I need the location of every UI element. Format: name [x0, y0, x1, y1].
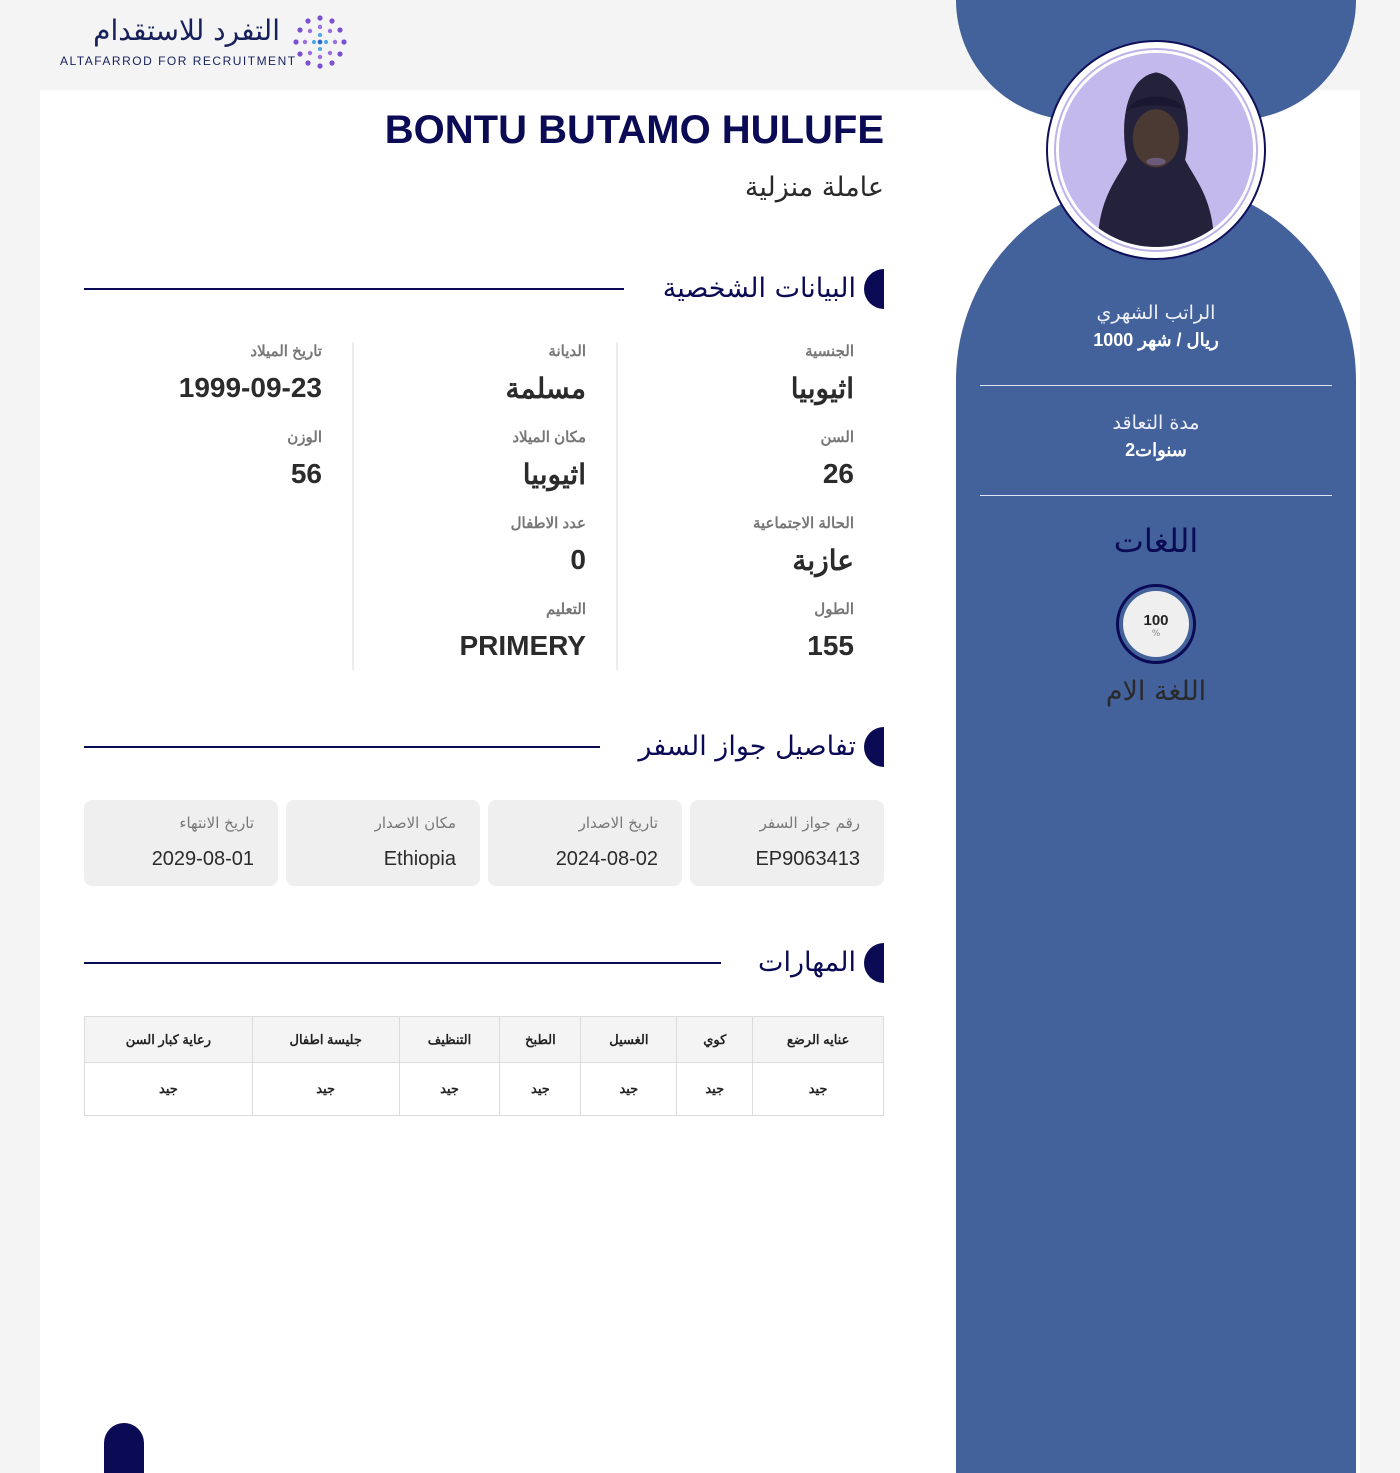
- skill-header: رعاية كبار السن: [85, 1017, 253, 1063]
- contract-value: 2سنوات: [1125, 440, 1187, 460]
- card-value: 2029-08-01: [151, 848, 254, 870]
- passport-card-issue-place: [286, 800, 480, 886]
- field-birthdate: [86, 342, 322, 404]
- section-skills-header: [84, 943, 884, 983]
- field-education: [350, 600, 586, 662]
- personal-column-3: [86, 342, 352, 670]
- personal-column-1: [618, 342, 884, 670]
- field-label: الحالة الاجتماعية: [752, 515, 854, 532]
- skill-level: جيد: [581, 1063, 677, 1116]
- skill-header: الغسيل: [581, 1017, 677, 1063]
- skill-header: جليسة اطفال: [252, 1017, 399, 1063]
- section-title: تفاصيل جواز السفر: [638, 731, 856, 762]
- card-label: تاريخ الانتهاء: [179, 814, 254, 832]
- skill-level: جيد: [85, 1063, 253, 1116]
- section-personal-header: [84, 269, 884, 309]
- salary-label: الراتب الشهري: [1096, 302, 1216, 324]
- sidebar: [956, 0, 1356, 1473]
- salary-block: [980, 302, 1332, 351]
- section-tab-marker: [864, 943, 884, 983]
- field-label: الطول: [814, 601, 854, 618]
- person-portrait-icon: [1059, 53, 1253, 247]
- skills-table: [84, 1016, 884, 1116]
- section-divider-line: [84, 746, 600, 748]
- section-tab-marker: [864, 727, 884, 767]
- field-value: اثيوبيا: [790, 373, 854, 404]
- field-value: 56: [290, 458, 322, 489]
- section-divider-line: [84, 288, 624, 290]
- section-title: المهارات: [758, 947, 856, 978]
- card-value: 2024-08-02: [555, 848, 658, 870]
- field-value: 1999-09-23: [178, 372, 322, 403]
- skill-level: جيد: [252, 1063, 399, 1116]
- sidebar-divider: [980, 495, 1332, 496]
- field-label: الديانة: [548, 343, 586, 360]
- field-age: [618, 428, 854, 490]
- languages-title: اللغات: [1113, 522, 1199, 560]
- skill-header: التنظيف: [399, 1017, 500, 1063]
- field-value: مسلمة: [505, 373, 586, 404]
- candidate-photo-frame: [1046, 40, 1266, 260]
- field-children: [350, 514, 586, 576]
- skills-header-row: [85, 1017, 884, 1063]
- field-value: 0: [570, 544, 586, 575]
- passport-card-number: [690, 800, 884, 886]
- candidate-name: BONTU BUTAMO HULUFE: [384, 108, 884, 152]
- field-value: PRIMERY: [459, 630, 586, 661]
- language-progress-ring: [1116, 584, 1196, 664]
- skill-level: جيد: [753, 1063, 884, 1116]
- logo-mark-icon: [292, 14, 348, 70]
- cv-page: [40, 0, 1360, 1473]
- field-label: مكان الميلاد: [512, 429, 586, 446]
- field-marital-status: [618, 514, 854, 577]
- passport-card-expiry-date: [84, 800, 278, 886]
- logo-english-text: ALTAFARROD FOR RECRUITMENT: [60, 54, 297, 68]
- footer-tab-marker: [104, 1423, 144, 1473]
- section-passport-header: [84, 727, 884, 767]
- skills-value-row: [85, 1063, 884, 1116]
- card-label: رقم جواز السفر: [759, 814, 860, 832]
- sidebar-divider: [980, 385, 1332, 386]
- candidate-photo: [1056, 50, 1256, 250]
- section-title: البيانات الشخصية: [662, 273, 856, 304]
- language-percent-sign: %: [1151, 629, 1161, 639]
- language-percent: 100: [1143, 612, 1169, 629]
- field-birthplace: [350, 428, 586, 491]
- skill-header: كوي: [677, 1017, 753, 1063]
- field-value: 26: [822, 458, 854, 489]
- passport-card-issue-date: [488, 800, 682, 886]
- field-nationality: [618, 342, 854, 405]
- field-weight: [86, 428, 322, 490]
- field-value: اثيوبيا: [522, 459, 586, 490]
- skill-header: الطبخ: [500, 1017, 581, 1063]
- logo-arabic-text: التفرد للاستقدام: [93, 14, 280, 47]
- personal-column-2: [352, 342, 618, 670]
- field-label: تاريخ الميلاد: [250, 343, 322, 360]
- language-progress-inner: [1123, 591, 1189, 657]
- contract-label: مدة التعاقد: [1112, 412, 1200, 434]
- field-label: الوزن: [287, 429, 322, 446]
- field-label: السن: [820, 429, 854, 446]
- skill-level: جيد: [677, 1063, 753, 1116]
- card-value: EP9063413: [755, 848, 860, 870]
- salary-value: 1000 ريال / شهر: [1093, 330, 1219, 350]
- language-name: اللغة الام: [1105, 676, 1207, 707]
- field-label: عدد الاطفال: [510, 515, 586, 532]
- field-religion: [350, 342, 586, 405]
- card-label: مكان الاصدار: [374, 814, 456, 832]
- job-title: عاملة منزلية: [744, 172, 884, 203]
- card-label: تاريخ الاصدار: [578, 814, 658, 832]
- field-value: 155: [807, 630, 854, 661]
- field-label: الجنسية: [805, 343, 854, 360]
- skill-level: جيد: [399, 1063, 500, 1116]
- section-divider-line: [84, 962, 721, 964]
- contract-block: [980, 412, 1332, 461]
- sidebar-body-shape: [956, 180, 1356, 1473]
- card-value: Ethiopia: [383, 848, 456, 870]
- field-value: عازبة: [792, 545, 854, 576]
- skill-header: عنايه الرضع: [753, 1017, 884, 1063]
- company-logo: [60, 14, 360, 74]
- skill-level: جيد: [500, 1063, 581, 1116]
- field-label: التعليم: [546, 601, 586, 618]
- section-tab-marker: [864, 269, 884, 309]
- field-height: [618, 600, 854, 662]
